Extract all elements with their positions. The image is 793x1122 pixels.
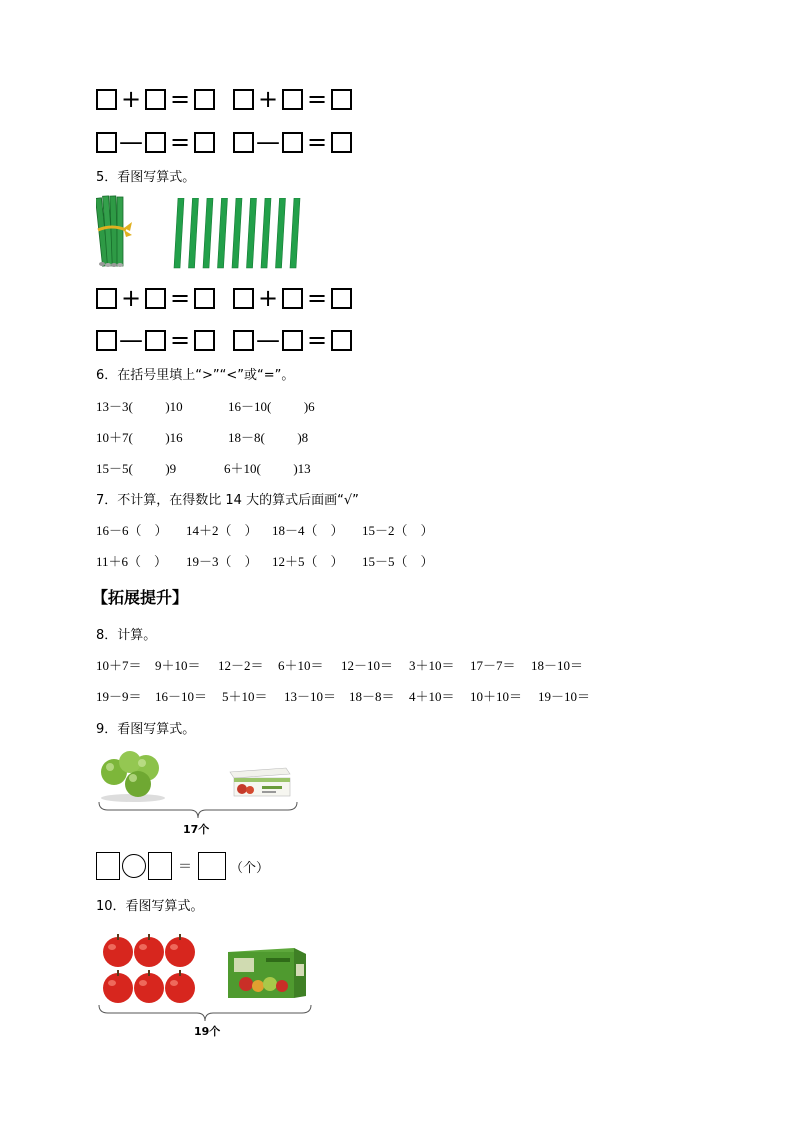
- answer-box[interactable]: [282, 89, 303, 110]
- q8-item[interactable]: 3＋10＝: [409, 658, 455, 673]
- q8-item[interactable]: 10＋10＝: [470, 689, 523, 704]
- answer-box[interactable]: [145, 330, 166, 351]
- equals-sign: =: [306, 85, 328, 113]
- equation-row-plus-1: [96, 86, 352, 112]
- green-gift-box-image: [226, 944, 308, 1000]
- q7-item[interactable]: 15－5（ ）: [362, 554, 434, 569]
- red-apple: [103, 934, 133, 967]
- equals-sign: =: [169, 85, 191, 113]
- q7-item[interactable]: 18－4（ ）: [272, 523, 344, 538]
- fruit-box-image: [228, 766, 292, 798]
- answer-box[interactable]: [233, 132, 254, 153]
- counting-stick: [247, 198, 257, 268]
- answer-box[interactable]: [96, 89, 117, 110]
- stick-bundle-image: [96, 194, 136, 272]
- answer-box[interactable]: [233, 89, 254, 110]
- q8-item[interactable]: 12－2＝: [218, 658, 264, 673]
- q10-title: 10．看图写算式。: [96, 899, 204, 914]
- counting-stick: [290, 198, 300, 268]
- equals-sign: =: [169, 128, 191, 156]
- total-label: 17个: [183, 823, 210, 836]
- operator-circle[interactable]: [122, 854, 146, 878]
- q7-item[interactable]: 14＋2（ ）: [186, 523, 258, 538]
- answer-box[interactable]: [194, 288, 215, 309]
- answer-box[interactable]: [145, 288, 166, 309]
- equals-sign: =: [169, 326, 191, 354]
- brace: [98, 1003, 312, 1023]
- section-heading: 【拓展提升】: [92, 588, 189, 607]
- counting-stick: [189, 198, 199, 268]
- counting-stick: [174, 198, 184, 268]
- counting-stick: [203, 198, 213, 268]
- answer-box[interactable]: [96, 132, 117, 153]
- answer-box[interactable]: [145, 132, 166, 153]
- brace: [98, 800, 298, 820]
- equation-row-plus-2: [96, 285, 352, 311]
- total-label: 19个: [194, 1025, 221, 1038]
- red-apple: [134, 970, 164, 1003]
- q6-item[interactable]: 10＋7( )16: [96, 430, 183, 445]
- q8-item[interactable]: 18－8＝: [349, 689, 395, 704]
- q8-title: 8．计算。: [96, 628, 157, 643]
- equation-row-minus-1: [96, 129, 352, 155]
- equals-sign: =: [169, 284, 191, 312]
- counting-stick: [261, 198, 271, 268]
- answer-box[interactable]: [96, 852, 120, 880]
- answer-box[interactable]: [282, 330, 303, 351]
- answer-box[interactable]: [198, 852, 226, 880]
- unit-label: （个）: [230, 860, 270, 876]
- answer-box[interactable]: [233, 288, 254, 309]
- answer-box[interactable]: [331, 288, 352, 309]
- equals-sign: =: [306, 326, 328, 354]
- q6-item[interactable]: 16－10( )6: [228, 399, 315, 414]
- minus-sign: —: [256, 326, 280, 354]
- q8-item[interactable]: 9＋10＝: [155, 658, 201, 673]
- plus-sign: +: [257, 284, 279, 312]
- q7-item[interactable]: 15－2（ ）: [362, 523, 434, 538]
- q6-item[interactable]: 15－5( )9: [96, 461, 177, 476]
- q7-title: 7．不计算，在得数比 14 大的算式后面画“√”: [96, 493, 359, 508]
- answer-box[interactable]: [96, 330, 117, 351]
- answer-box[interactable]: [194, 89, 215, 110]
- red-apple: [134, 934, 164, 967]
- answer-box[interactable]: [194, 132, 215, 153]
- q8-item[interactable]: 4＋10＝: [409, 689, 455, 704]
- q6-item[interactable]: 18－8( )8: [228, 430, 309, 445]
- q8-item[interactable]: 19－9＝: [96, 689, 142, 704]
- q6-title: 6．在括号里填上“>”“<”或“=”。: [96, 368, 295, 383]
- q8-item[interactable]: 16－10＝: [155, 689, 208, 704]
- green-apples-image: [100, 750, 166, 802]
- q7-item[interactable]: 12＋5（ ）: [272, 554, 344, 569]
- q8-item[interactable]: 19－10＝: [538, 689, 591, 704]
- q5-title: 5．看图写算式。: [96, 170, 196, 185]
- q8-item[interactable]: 10＋7＝: [96, 658, 142, 673]
- equation-row-minus-2: [96, 327, 352, 353]
- q8-item[interactable]: 17－7＝: [470, 658, 516, 673]
- q8-item[interactable]: 5＋10＝: [222, 689, 268, 704]
- equals-sign: ＝: [178, 859, 192, 875]
- plus-sign: +: [257, 85, 279, 113]
- answer-box[interactable]: [194, 330, 215, 351]
- answer-box[interactable]: [331, 89, 352, 110]
- counting-stick: [218, 198, 228, 268]
- answer-box[interactable]: [148, 852, 172, 880]
- q9-title: 9．看图写算式。: [96, 722, 196, 737]
- red-apple: [103, 970, 133, 1003]
- q6-item[interactable]: 6＋10( )13: [224, 461, 311, 476]
- answer-box[interactable]: [282, 288, 303, 309]
- q7-item[interactable]: 11＋6（ ）: [96, 554, 168, 569]
- q6-item[interactable]: 13－3( )10: [96, 399, 183, 414]
- red-apple: [165, 970, 195, 1003]
- answer-box[interactable]: [282, 132, 303, 153]
- q8-item[interactable]: 6＋10＝: [278, 658, 324, 673]
- answer-box[interactable]: [331, 132, 352, 153]
- red-apple: [165, 934, 195, 967]
- q8-item[interactable]: 13－10＝: [284, 689, 337, 704]
- counting-stick: [276, 198, 286, 268]
- loose-sticks-image: [170, 198, 305, 270]
- minus-sign: —: [256, 128, 280, 156]
- q8-item[interactable]: 18－10＝: [531, 658, 584, 673]
- q8-item[interactable]: 12－10＝: [341, 658, 394, 673]
- answer-box[interactable]: [96, 288, 117, 309]
- equals-sign: =: [306, 128, 328, 156]
- q7-item[interactable]: 16－6（ ）: [96, 523, 168, 538]
- answer-box[interactable]: [233, 330, 254, 351]
- bundle-sticks: [96, 196, 123, 267]
- q9-answer-row: [96, 852, 269, 880]
- answer-box[interactable]: [331, 330, 352, 351]
- red-apples-image: [102, 934, 200, 1006]
- counting-stick: [232, 198, 242, 268]
- q7-item[interactable]: 19－3（ ）: [186, 554, 258, 569]
- equals-sign: =: [306, 284, 328, 312]
- minus-sign: —: [119, 128, 143, 156]
- plus-sign: +: [120, 284, 142, 312]
- minus-sign: —: [119, 326, 143, 354]
- answer-box[interactable]: [145, 89, 166, 110]
- plus-sign: +: [120, 85, 142, 113]
